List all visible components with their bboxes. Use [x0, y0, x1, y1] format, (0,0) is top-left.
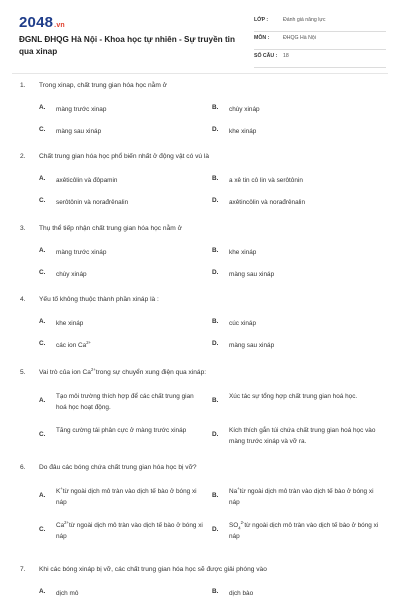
page-header [0, 0, 400, 70]
question-text: Trong xinap, chất trung gian hóa học nằm ở [39, 82, 167, 89]
logo-suffix: .vn [54, 22, 65, 29]
option-letter: C. [39, 526, 46, 533]
option-text: màng trước xinap [56, 106, 107, 113]
option-letter: A. [39, 247, 46, 254]
option-text: chùy xináp [56, 271, 87, 278]
option-text: Na+từ ngoài dịch mô tràn vào dịch tế bào ở bóng xi náp [229, 485, 374, 506]
option-letter: D. [212, 269, 219, 276]
option-text: cúc xináp [229, 320, 256, 327]
option-text: Tạo môi trường thích hợp để các chất trung gian hoá học hoạt động. [56, 393, 194, 411]
option-letter: B. [212, 175, 219, 182]
option-text: màng sau xináp [229, 342, 275, 349]
option-text: màng sau xináp [229, 271, 275, 278]
option-letter: A. [39, 104, 46, 111]
option-text: K+từ ngoài dịch mô tràn vào dịch tế bào ở bóng xi náp [56, 485, 197, 506]
option-text: axêtincôlin và norađrênalin [229, 199, 306, 206]
option-letter: A. [39, 175, 46, 182]
option-letter: C. [39, 431, 46, 438]
option-letter: A. [39, 492, 46, 499]
question-text: Vai trò của ion $Ca^{2+}trong$ sự chuyển xung điện qua xináp: [39, 366, 207, 376]
option-text: khe xináp [229, 128, 257, 135]
meta-label-count: SỐ CÂU : [254, 53, 278, 59]
meta-row-subject [254, 32, 386, 50]
option-text: dịch mô [56, 590, 79, 597]
option-letter: D. [212, 197, 219, 204]
question-4 [20, 296, 390, 349]
meta-value-subject: ĐHQG Hà Nội [283, 35, 316, 41]
option-letter: B. [212, 247, 219, 254]
option-text: màng sau xináp [56, 128, 102, 135]
option-text: Xúc tác sự tổng hợp chất trung gian hoá học. [229, 393, 358, 400]
option-text: chùy xináp [229, 106, 260, 113]
question-number: 3. [20, 225, 26, 232]
option-text: dịch bào [229, 590, 254, 597]
question-text: Do đâu các bóng chứa chất trung gian hóa học bị vỡ? [39, 464, 197, 471]
meta-label-class: LỚP : [254, 17, 269, 23]
option-letter: B. [212, 492, 219, 499]
option-letter: C. [39, 269, 46, 276]
meta-label-subject: MÔN : [254, 35, 270, 41]
question-number: 4. [20, 296, 26, 303]
meta-panel [254, 14, 386, 68]
question-text: Chất trung gian hóa học phổ biến nhất ở động vật có vú là [39, 153, 210, 160]
meta-row-class [254, 14, 386, 32]
meta-row-count [254, 50, 386, 68]
option-letter: C. [39, 197, 46, 204]
option-letter: B. [212, 588, 219, 595]
option-text: $SO_4^{2-}từ$ ngoài dịch mô tràn vào dịch tế bào ở bóng xi náp [229, 519, 379, 540]
question-number: 5. [20, 369, 26, 376]
question-5 [20, 366, 390, 445]
option-letter: C. [39, 126, 46, 133]
option-letter: B. [212, 397, 219, 404]
option-text: các ion $Ca^{2+}$ [56, 339, 91, 349]
logo-text: 2048 [19, 14, 54, 31]
option-text: màng trước xináp [56, 249, 107, 256]
question-number: 1. [20, 82, 26, 89]
meta-value-count: 18 [283, 53, 289, 59]
option-letter: B. [212, 318, 219, 325]
option-letter: D. [212, 126, 219, 133]
question-number: 7. [20, 566, 26, 573]
question-6 [20, 464, 390, 540]
option-text: Tăng cường tái phân cực ở màng trước xináp [56, 427, 187, 434]
option-text: a xê tin cô lin và serôtônin [229, 177, 303, 184]
meta-value-class: Đánh giá năng lực [283, 17, 326, 23]
question-text: Thụ thể tiếp nhận chất trung gian hóa học nằm ở [39, 225, 182, 232]
option-letter: D. [212, 431, 219, 438]
option-text: serôtônin và norađrênalin [56, 199, 129, 206]
option-letter: A. [39, 318, 46, 325]
question-1 [20, 82, 390, 135]
header-divider [12, 73, 388, 74]
option-text: khe xináp [56, 320, 84, 327]
question-text: Khi các bóng xináp bị vỡ, các chất trung gian hóa học sẽ được giải phóng vào [39, 566, 267, 573]
question-3 [20, 225, 390, 278]
option-text: khe xináp [229, 249, 257, 256]
question-number: 2. [20, 153, 26, 160]
option-text: Kích thích gắn túi chứa chất trung gian hoá học vào màng trước xináp và vỡ ra. [229, 427, 376, 445]
question-number: 6. [20, 464, 26, 471]
option-letter: C. [39, 340, 46, 347]
brand-logo[interactable] [19, 14, 65, 31]
document-title: ĐGNL ĐHQG Hà Nội - Khoa học tự nhiên - Sự truyền tin qua xinap [19, 35, 235, 56]
option-letter: A. [39, 588, 46, 595]
option-text: $Ca^{2+}từ$ ngoài dịch mô tràn vào dịch tế bào ở bóng xi náp [56, 519, 203, 540]
option-letter: B. [212, 104, 219, 111]
question-7 [20, 566, 390, 597]
option-letter: D. [212, 526, 219, 533]
option-text: axêticôlin và đôpamin [56, 177, 118, 184]
question-2 [20, 153, 390, 206]
option-letter: A. [39, 397, 46, 404]
question-text: Yếu tố không thuộc thành phần xináp là : [39, 296, 159, 303]
option-letter: D. [212, 340, 219, 347]
